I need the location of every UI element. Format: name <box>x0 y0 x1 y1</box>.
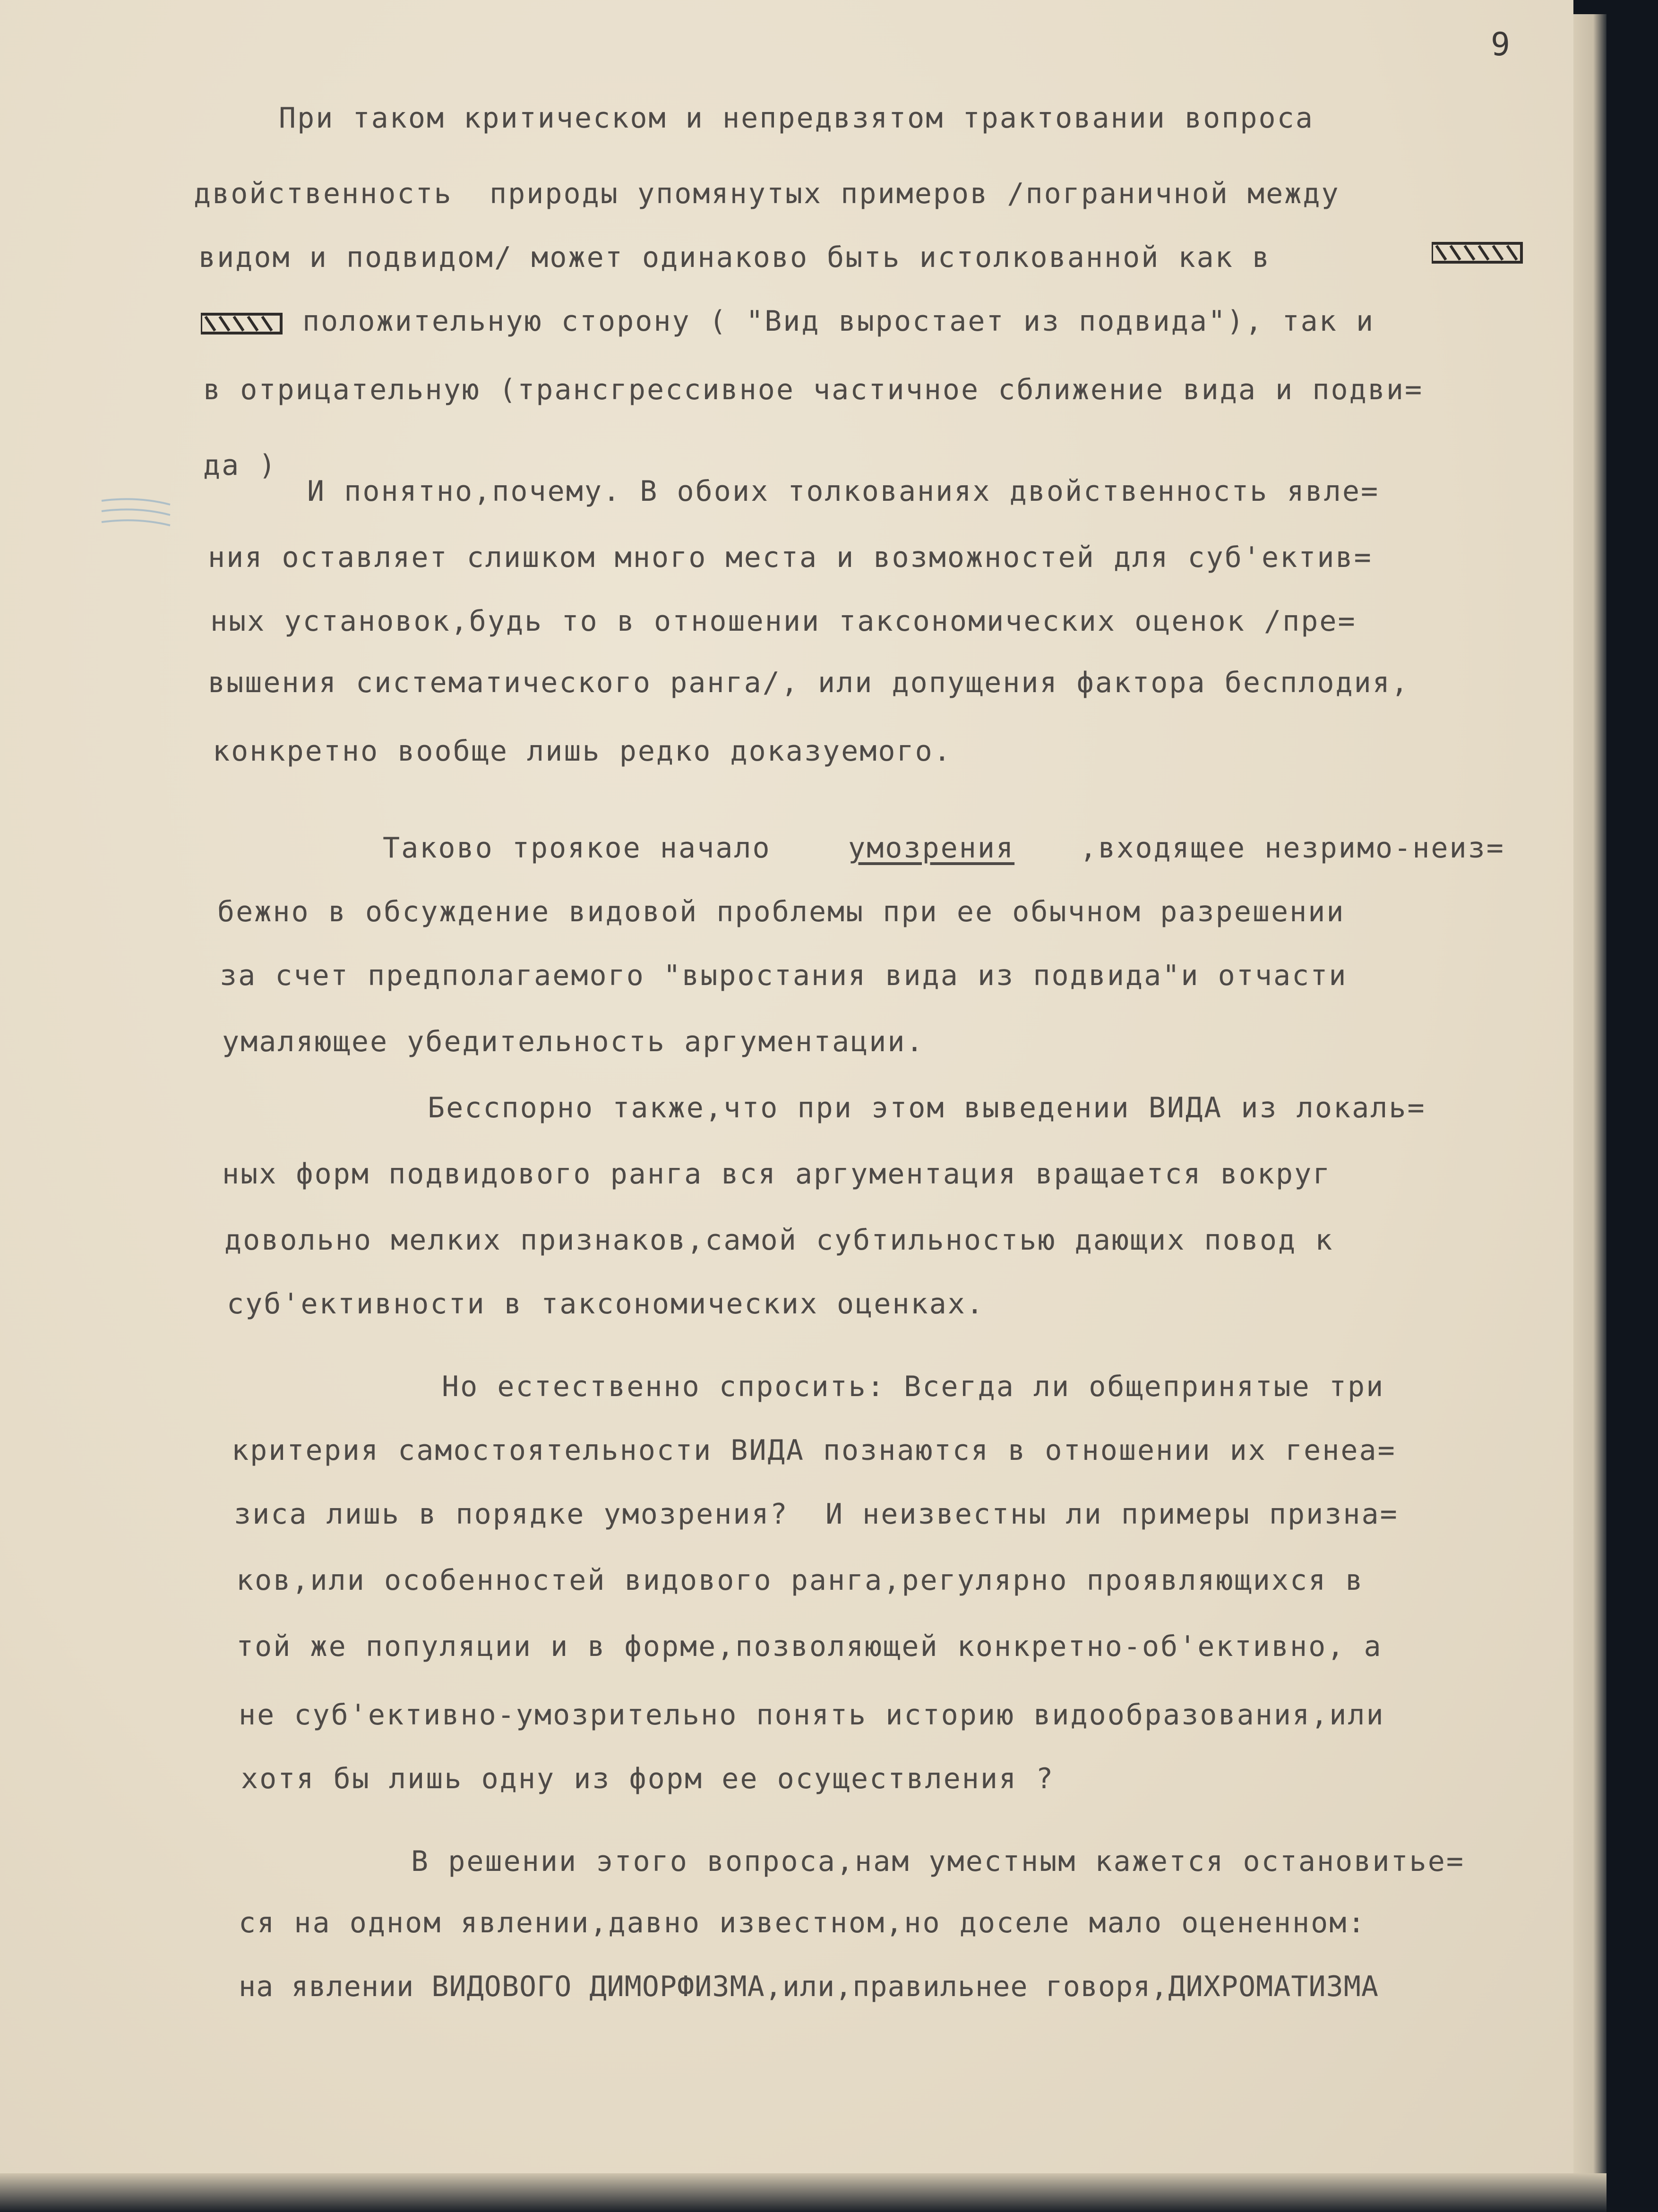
strikeover-mark-1 <box>1432 236 1526 269</box>
strikeover-mark-2 <box>201 307 286 340</box>
text-line-24: той же популяции и в форме,позволяющей конкретно-об'ективно, а <box>236 1630 1383 1663</box>
text-line-19: суб'ективности в таксономических оценках. <box>227 1287 985 1320</box>
text-line-14: за счет предполагаемого "выростания вида из подвида"и отчасти <box>220 959 1348 992</box>
text-line-11: конкретно вообще лишь редко доказуемого. <box>213 735 952 768</box>
text-line-18: довольно мелких признаков,самой субтильностью дающих повод к <box>224 1224 1334 1257</box>
text-line-16: Бесспорно также,что при этом выведении ВИДА из локаль= <box>428 1091 1426 1124</box>
text-line-10: вышения систематического ранга/, или допущения фактора бесплодия, <box>208 666 1409 699</box>
text-line-8: ния оставляет слишком много места и возможностей для суб'ектив= <box>208 541 1373 574</box>
text-line-15: умаляющее убедительность аргументации. <box>222 1025 925 1058</box>
text-line-4: положительную сторону ( "Вид выростает из подвида"), так и <box>302 305 1375 338</box>
text-line-1: При таком критическом и непредвзятом трактовании вопроса <box>279 102 1314 135</box>
text-line-29: на явлении ВИДОВОГО ДИМОРФИЗМА,или,правильнее говоря,ДИХРОМАТИЗМА <box>239 1970 1379 2003</box>
page-edge-right <box>1573 14 1606 2211</box>
text-line-25: не суб'ективно-умозрительно понять историю видообразования,или <box>239 1698 1385 1732</box>
text-line-3: видом и подвидом/ может одинаково быть истолкованной как в <box>198 241 1271 274</box>
underlined-word: умозрения <box>848 832 1015 865</box>
text-line-28: ся на одном явлении,давно известном,но доселе мало оцененном: <box>239 1906 1366 1939</box>
page-edge-bottom <box>0 2173 1606 2212</box>
text-line-6: да ) <box>203 449 277 482</box>
text-line-21: критерия самостоятельности ВИДА познаются в отношении их генеа= <box>232 1434 1396 1467</box>
text-line-26: хотя бы лишь одну из форм ее осуществления ? <box>241 1762 1055 1795</box>
text-line-17: ных форм подвидового ранга вся аргументация вращается вокруг <box>222 1157 1332 1191</box>
text-line-23: ков,или особенностей видового ранга,регулярно проявляющихся в <box>236 1564 1364 1597</box>
text-line-12-end: ,входящее незримо-неиз= <box>1080 832 1505 865</box>
text-line-27: В решении этого вопроса,нам уместным кажется остановитье= <box>411 1845 1465 1878</box>
text-line-2: двойственность природы упомянутых примеров /пограничной между <box>194 177 1340 210</box>
margin-pencil-mark <box>99 496 175 529</box>
page-number: 9 <box>1491 26 1512 63</box>
text-line-5: в отрицательную (трансгрессивное частичное сближение вида и подви= <box>203 373 1424 406</box>
text-line-9: ных установок,будь то в отношении таксономических оценок /пре= <box>210 605 1357 638</box>
text-line-7: И понятно,почему. В обоих толкованиях двойственность явле= <box>307 475 1380 508</box>
text-line-20: Но естественно спросить: Всегда ли общепринятые три <box>442 1370 1385 1403</box>
text-line-22: зиса лишь в порядке умозрения? И неизвестны ли примеры призна= <box>234 1498 1399 1531</box>
text-line-13: бежно в обсуждение видовой проблемы при ее обычном разрешении <box>217 895 1345 928</box>
text-line-12-start: Таково троякое начало <box>383 832 771 865</box>
